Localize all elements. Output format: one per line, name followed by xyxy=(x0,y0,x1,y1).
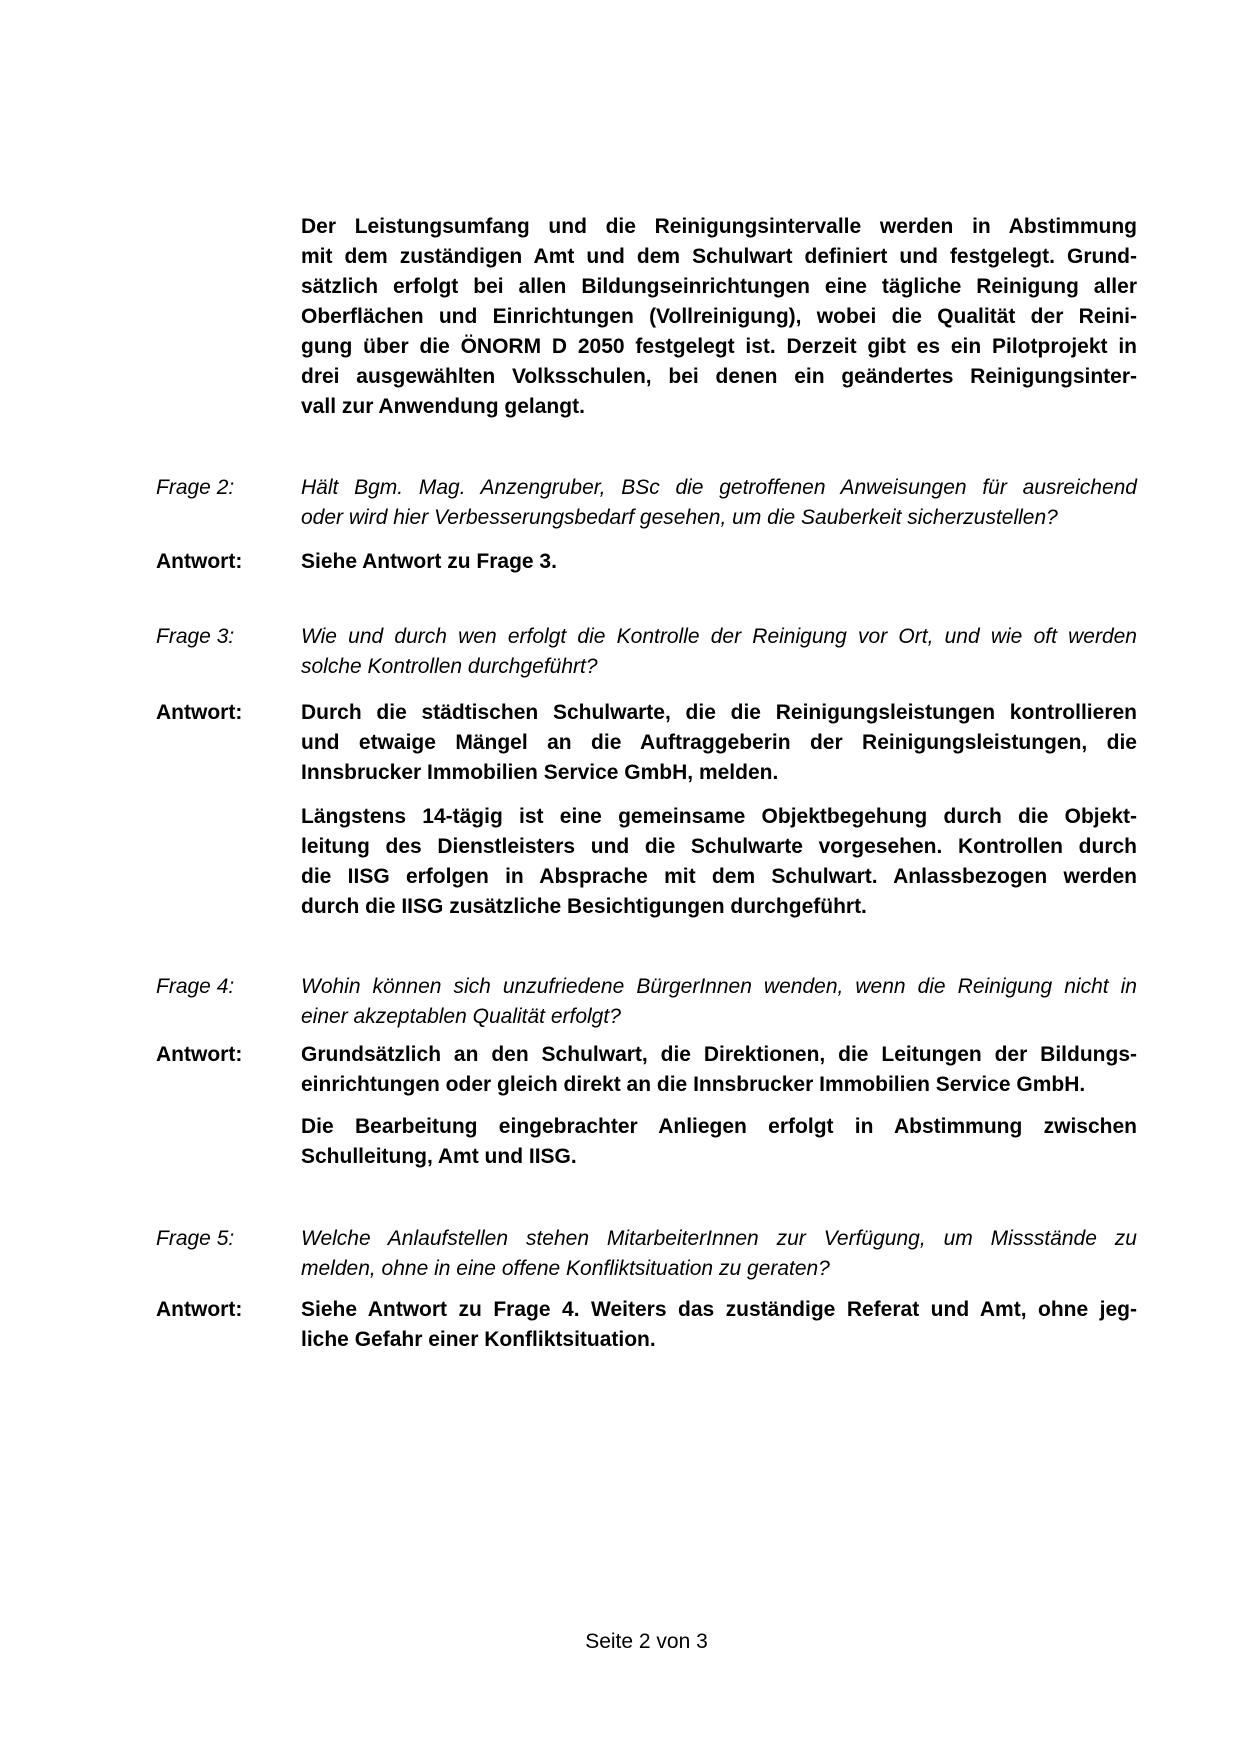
answer-3-paragraph-2 xyxy=(156,802,1137,922)
text-line: Längstens 14-tägig ist eine gemeinsame Objektbegehung durch die Objekt- xyxy=(301,805,1137,828)
text-line: Grundsätzlich an den Schulwart, die Direktionen, die Leitungen der Bildungs- xyxy=(301,1043,1137,1066)
answer-4-paragraph-1-text xyxy=(301,1040,1137,1100)
question-4 xyxy=(156,972,1137,1032)
intro-answer-paragraph-text xyxy=(301,212,1137,422)
answer-3-paragraph-1 xyxy=(156,698,1137,788)
answer-label: Antwort: xyxy=(156,550,243,573)
text-line: Schulleitung, Amt und IISG. xyxy=(301,1145,577,1168)
answer-2 xyxy=(156,547,1137,577)
text-line: Siehe Antwort zu Frage 4. Weiters das zuständige Referat und Amt, ohne jeg- xyxy=(301,1298,1137,1321)
text-line: einer akzeptablen Qualität erfolgt? xyxy=(301,1005,621,1028)
text-line: liche Gefahr einer Konfliktsituation. xyxy=(301,1328,656,1351)
question-label: Frage 2: xyxy=(156,476,235,499)
text-line: und etwaige Mängel an die Auftraggeberin der Reinigungsleistungen, die xyxy=(301,731,1137,754)
question-label: Frage 4: xyxy=(156,975,235,998)
question-label: Frage 5: xyxy=(156,1227,235,1250)
page-number-footer: Seite 2 von 3 xyxy=(585,1630,708,1653)
answer-label: Antwort: xyxy=(156,1043,243,1066)
answer-3-paragraph-1-text xyxy=(301,698,1137,788)
text-line: Wohin können sich unzufriedene BürgerInnen wenden, wenn die Reinigung nicht in xyxy=(301,975,1137,998)
question-5-text xyxy=(301,1224,1137,1284)
text-line: Die Bearbeitung eingebrachter Anliegen erfolgt in Abstimmung zwischen xyxy=(301,1115,1137,1138)
answer-5-text xyxy=(301,1295,1137,1355)
answer-label: Antwort: xyxy=(156,701,243,724)
text-line: melden, ohne in eine offene Konfliktsituation zu geraten? xyxy=(301,1257,830,1280)
answer-label: Antwort: xyxy=(156,1298,243,1321)
question-5 xyxy=(156,1224,1137,1284)
text-line: vall zur Anwendung gelangt. xyxy=(301,395,585,418)
text-line: solche Kontrollen durchgeführt? xyxy=(301,655,598,678)
answer-4-paragraph-2-text xyxy=(301,1112,1137,1172)
text-line: drei ausgewählten Volksschulen, bei denen ein geändertes Reinigungsinter- xyxy=(301,365,1137,388)
question-3-text xyxy=(301,622,1137,682)
text-line: einrichtungen oder gleich direkt an die Innsbrucker Immobilien Service GmbH. xyxy=(301,1073,1086,1096)
text-line: sätzlich erfolgt bei allen Bildungseinrichtungen eine tägliche Reinigung aller xyxy=(301,275,1137,298)
text-line: durch die IISG zusätzliche Besichtigungen durchgeführt. xyxy=(301,895,867,918)
question-2-text xyxy=(301,473,1137,533)
question-label: Frage 3: xyxy=(156,625,235,648)
text-line: Durch die städtischen Schulwarte, die die Reinigungsleistungen kontrollieren xyxy=(301,701,1137,724)
text-line: Der Leistungsumfang und die Reinigungsintervalle werden in Abstimmung xyxy=(301,215,1137,238)
question-4-text xyxy=(301,972,1137,1032)
answer-4-paragraph-1 xyxy=(156,1040,1137,1100)
text-line: gung über die ÖNORM D 2050 festgelegt ist. Derzeit gibt es ein Pilotprojekt in xyxy=(301,335,1137,358)
text-line: mit dem zuständigen Amt und dem Schulwart definiert und festgelegt. Grund- xyxy=(301,245,1137,268)
answer-2-text xyxy=(301,547,1137,577)
intro-answer-paragraph xyxy=(156,212,1137,422)
text-line: leitung des Dienstleisters und die Schulwarte vorgesehen. Kontrollen durch xyxy=(301,835,1137,858)
answer-3-paragraph-2-text xyxy=(301,802,1137,922)
text-line: oder wird hier Verbesserungsbedarf gesehen, um die Sauberkeit sicherzustellen? xyxy=(301,506,1058,529)
question-3 xyxy=(156,622,1137,682)
text-line: Welche Anlaufstellen stehen MitarbeiterInnen zur Verfügung, um Missstände zu xyxy=(301,1227,1137,1250)
text-line: Wie und durch wen erfolgt die Kontrolle der Reinigung vor Ort, und wie oft werden xyxy=(301,625,1137,648)
answer-4-paragraph-2 xyxy=(156,1112,1137,1172)
text-line: Hält Bgm. Mag. Anzengruber, BSc die getroffenen Anweisungen für ausreichend xyxy=(301,476,1137,499)
text-line: die IISG erfolgen in Absprache mit dem Schulwart. Anlassbezogen werden xyxy=(301,865,1137,888)
question-2 xyxy=(156,473,1137,533)
text-line: Siehe Antwort zu Frage 3. xyxy=(301,550,557,573)
text-line: Innsbrucker Immobilien Service GmbH, melden. xyxy=(301,761,779,784)
text-line: Oberflächen und Einrichtungen (Vollreinigung), wobei die Qualität der Reini- xyxy=(301,305,1137,328)
answer-5 xyxy=(156,1295,1137,1355)
